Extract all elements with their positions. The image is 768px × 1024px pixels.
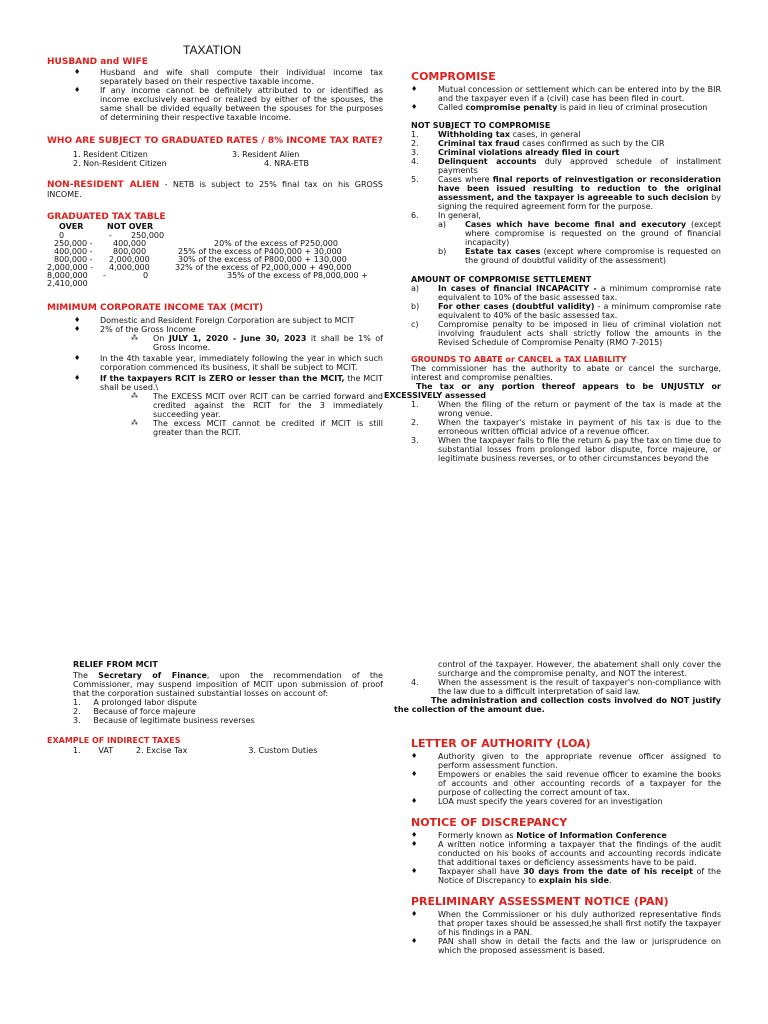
- relief-text: The Secretary of Finance, upon the recommendation of the Commissioner, may suspend imposition of MCIT upon submission of proof that the corporation sustained substantial losses on account of:: [73, 671, 383, 698]
- abate-continued: [394, 660, 722, 955]
- diamond-icon: ♦: [74, 86, 81, 94]
- list-item: a) In cases of financial INCAPACITY - a minimum compromise rate equivalent to 10% of the basic assessed tax.: [411, 284, 721, 302]
- diamond-icon: ♦: [411, 840, 418, 848]
- diamond-icon: ♦: [411, 85, 418, 93]
- mcit-bullet-1: ♦ Domestic and Resident Foreign Corporation are subject to MCIT: [74, 316, 355, 325]
- tax-table-heading: GRADUATED TAX TABLE: [47, 212, 166, 222]
- mcit-bullet-3: ♦ In the 4th taxable year, immediately following the year in which such corporation commenced its business, it shall be subject to MCIT.: [74, 354, 383, 372]
- compromise-bullet-2: ♦ Called compromise penalty is paid in lieu of criminal prosecution: [411, 103, 708, 112]
- list-item: 1. A prolonged labor dispute: [73, 698, 197, 707]
- table-row: 8,000,000 - 0 35% of the excess of P8,000,000 +: [47, 271, 368, 280]
- abate-heading: GROUNDS TO ABATE or CANCEL a TAX LIABILITY: [411, 355, 627, 364]
- list-item: 4. Delinquent accounts duly approved schedule of installment payments: [411, 157, 721, 175]
- diamond-icon: ♦: [411, 867, 418, 875]
- table-row: 2,410,000: [47, 279, 88, 288]
- amount-heading: AMOUNT OF COMPROMISE SETTLEMENT: [411, 275, 592, 284]
- husband-wife-bullet-1: ♦ Husband and wife shall compute their individual income tax separately based on their respective taxable income.: [74, 68, 383, 86]
- diamond-icon: ♦: [74, 68, 81, 76]
- relief-heading: RELIEF FROM MCIT: [73, 660, 158, 669]
- list-item: b) For other cases (doubtful validity) - a minimum compromise rate equivalent to 40% of the basic assessed tax.: [411, 302, 721, 320]
- table-row: 250,000 - 400,000 20% of the excess of P250,000: [54, 239, 338, 248]
- mcit-sub-bullet: ⁂ On JULY 1, 2020 - June 30, 2023 it shall be 1% of Gross Income.: [131, 334, 384, 352]
- mcit-sub-bullet: ⁂ The EXCESS MCIT over RCIT can be carried forward and credited against the RCIT for the 3 immediately succeeding year.: [131, 392, 383, 419]
- indirect-section: [47, 736, 383, 755]
- table-row: 400,000 - 800,000 25% of the excess of P400,000 + 30,000: [54, 247, 342, 256]
- mcit-bullet-2: ♦ 2% of the Gross Income: [74, 325, 196, 334]
- right-column: [384, 70, 721, 463]
- list-item: 1. VAT 2. Excise Tax 3. Custom Duties: [73, 746, 318, 755]
- list-item: 2. Because of force majeure: [73, 707, 196, 716]
- list-item: 4. When the assessment is the result of taxpayer's non-compliance with the law due to a difficult interpretation of said law.: [411, 678, 721, 696]
- sub-bullet-icon: ⁂: [131, 334, 138, 342]
- mcit-heading: MIMIMUM CORPORATE INCOME TAX (MCIT): [47, 303, 264, 313]
- not-subject-heading: NOT SUBJECT TO COMPROMISE: [411, 121, 551, 130]
- loa-bullet: ♦ LOA must specify the years covered for an investigation: [411, 797, 663, 806]
- diamond-icon: ♦: [411, 103, 418, 111]
- loa-bullet: ♦ Empowers or enables the said revenue officer to examine the books of accounts and other accounting records of a taxpayer for the purpose of collecting the correct amount of tax.: [411, 770, 721, 797]
- mcit-bullet-4: ♦ If the taxpayers RCIT is ZERO or lesser than the MCIT, the MCIT shall be used.\: [74, 374, 383, 392]
- list-item: 1. When the filing of the return or payment of the tax is made at the wrong venue.: [411, 400, 721, 418]
- page-title: TAXATION: [183, 43, 242, 57]
- sub-bullet-icon: ⁂: [131, 392, 138, 400]
- abate-continued-text: control of the taxpayer. However, the abatement shall only cover the surcharge and the compromise penalty, and NOT the interest.: [438, 660, 721, 678]
- list-item: 2. Criminal tax fraud cases confirmed as such by the CIR: [411, 139, 665, 148]
- husband-wife-bullet-2: ♦ If any income cannot be definitely attributed to or identified as income exclusively earned or realized by either of the spouses, the same shall be divided equally between the spouses for the purposes of determining their respective taxable income.: [74, 86, 383, 122]
- abate-bold-text: The tax or any portion thereof appears to be UNJUSTLY or EXCESSIVELY assessed: [384, 382, 721, 400]
- list-item: 3. When the taxpayer fails to file the return & pay the tax on time due to substantial losses from prolonged labor dispute, force majeure, or legitimate business reverses, or to other circumstances beyond the: [411, 436, 721, 463]
- tax-table-header: OVER NOT OVER: [59, 222, 154, 231]
- mcit-sub-bullet: ⁂ The excess MCIT cannot be credited if MCIT is still greater than the RCIT.: [131, 419, 383, 437]
- list-item: 5. Cases where final reports of reinvestigation or reconsideration have been issued resulting to reduction to the original assessment, and the taxpayer is agreeable to such decision by signing the required agreement form for the purpose.: [411, 175, 721, 211]
- diamond-icon: ♦: [411, 752, 418, 760]
- husband-wife-heading: HUSBAND and WIFE: [47, 57, 148, 67]
- diamond-icon: ♦: [411, 910, 418, 918]
- tax-table-rows: [47, 231, 383, 288]
- list-item: a) Cases which have become final and executory (except where compromise is requested on the ground of financial incapacity): [438, 220, 721, 247]
- pan-bullet: ♦ When the Commissioner or his duly authorized representative finds that proper taxes should be assessed,he shall first notify the taxpayer of his findings in a PAN.: [411, 910, 721, 937]
- diamond-icon: ♦: [411, 770, 418, 778]
- table-row: 2,000,000 - 4,000,000 32% of the excess of P2,000,000 + 490,000: [47, 263, 352, 272]
- diamond-icon: ♦: [411, 937, 418, 945]
- abate-final-text: The administration and collection costs involved do NOT justify the collection of the amount due.: [394, 696, 721, 714]
- graduated-row-1: 1. Resident Citizen 3. Resident Alien: [73, 150, 300, 159]
- nod-bullet: ♦ Taxpayer shall have 30 days from the date of his receipt of the Notice of Discrepancy to explain his side.: [411, 867, 722, 885]
- diamond-icon: ♦: [411, 831, 418, 839]
- list-item: c) Compromise penalty to be imposed in lieu of criminal violation not involving fraudulent acts shall strictly follow the amounts in the Revised Schedule of Compromise Penalty (RMO 7-2015): [411, 320, 721, 347]
- list-item: 2. When the taxpayer's mistake in payment of his tax is due to the erroneous written official advice of a revenue officer.: [411, 418, 721, 436]
- list-item: b) Estate tax cases (except where compromise is requested on the ground of doubtful validity of the assessment): [438, 247, 721, 265]
- relief-section: [73, 660, 383, 725]
- abate-intro: The commissioner has the authority to abate or cancel the surcharge, interest and compromise penalties.: [411, 364, 721, 382]
- list-item: 6. In general,: [411, 211, 481, 220]
- graduated-heading: WHO ARE SUBJECT TO GRADUATED RATES / 8% INCOME TAX RATE?: [47, 136, 383, 146]
- pan-bullet: ♦ PAN shall show in detail the facts and the law or jurisprudence on which the proposed assessment is based.: [411, 937, 721, 955]
- compromise-bullet-1: ♦ Mutual concession or settlement which can be entered into by the BIR and the taxpayer even if a (civil) case has been filed in court.: [411, 85, 721, 103]
- pan-heading: PRELIMINARY ASSESSMENT NOTICE (PAN): [411, 895, 669, 908]
- list-item: 1. Withholding tax cases, in general: [411, 130, 581, 139]
- left-column: [47, 57, 383, 437]
- sub-bullet-icon: ⁂: [131, 419, 138, 427]
- list-item: 3. Because of legitimate business reverses: [73, 716, 255, 725]
- list-item: 3. Criminal violations already filed in court: [411, 148, 620, 157]
- loa-bullet: ♦ Authority given to the appropriate revenue officer assigned to perform assessment function.: [411, 752, 721, 770]
- nod-bullet: ♦ A written notice informing a taxpayer that the findings of the audit conducted on his books of accounts and accounting records indicate that additional taxes or deficiency assessments have to be paid.: [411, 840, 721, 867]
- table-row: 0 - 250,000: [59, 231, 165, 240]
- indirect-heading: EXAMPLE OF INDIRECT TAXES: [47, 736, 181, 745]
- diamond-icon: ♦: [74, 354, 81, 362]
- nod-bullet: ♦ Formerly known as Notice of Information Conference: [411, 831, 667, 840]
- diamond-icon: ♦: [74, 325, 81, 333]
- loa-heading: LETTER OF AUTHORITY (LOA): [411, 737, 591, 750]
- nra-paragraph: NON-RESIDENT ALIEN - NETB is subject to 25% final tax on his GROSS INCOME.: [47, 180, 383, 199]
- nod-heading: NOTICE OF DISCREPANCY: [411, 816, 568, 829]
- table-row: 800,000 - 2,000,000 30% of the excess of P800,000 + 130,000: [54, 255, 347, 264]
- diamond-icon: ♦: [74, 374, 81, 382]
- graduated-row-2: 2. Non-Resident Citizen 4. NRA-ETB: [73, 159, 310, 168]
- diamond-icon: ♦: [411, 797, 418, 805]
- diamond-icon: ♦: [74, 316, 81, 324]
- compromise-heading: COMPROMISE: [411, 70, 496, 83]
